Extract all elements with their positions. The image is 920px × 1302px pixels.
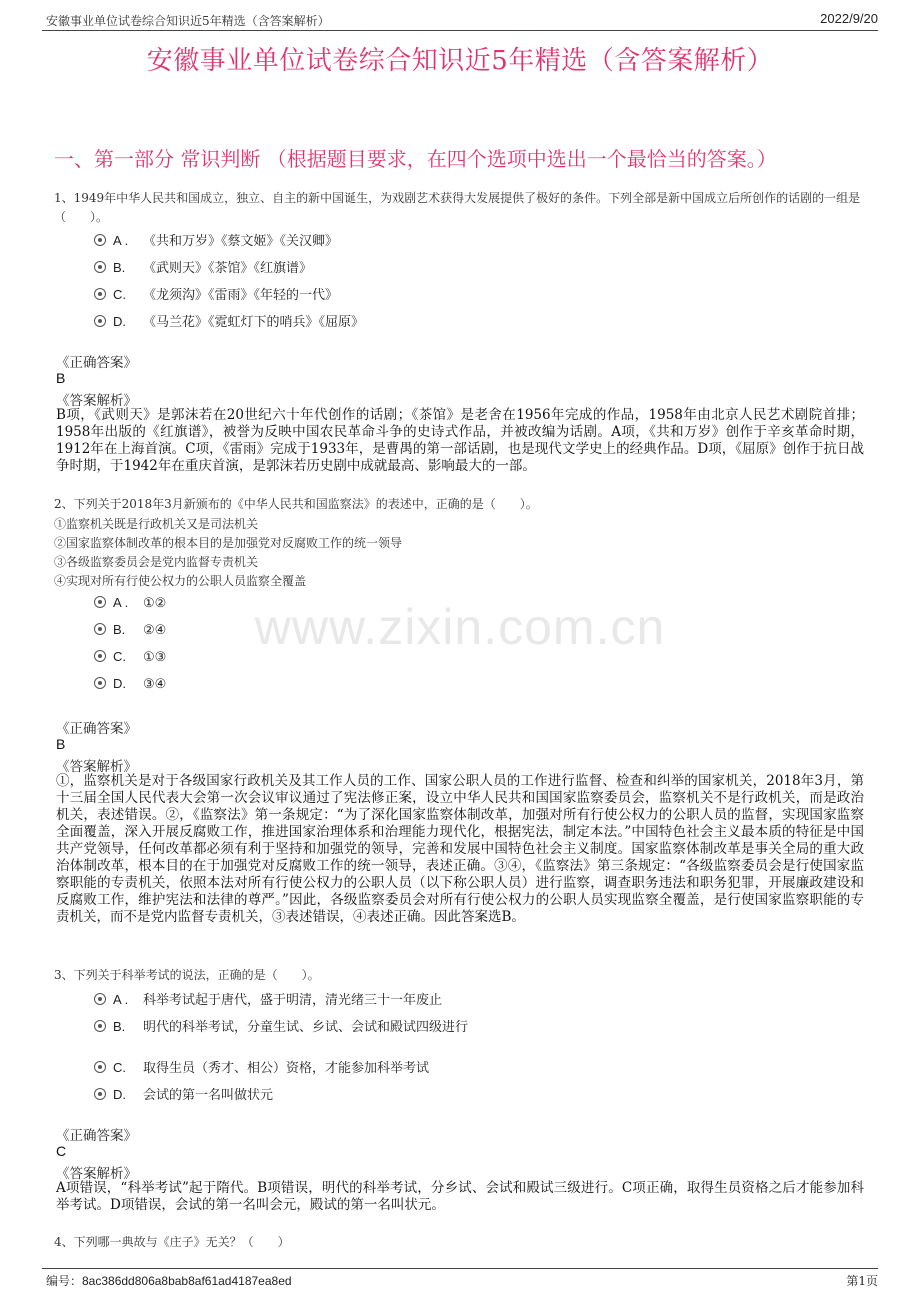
question-1-text: 1、1949年中华人民共和国成立，独立、自主的新中国诞生，为戏剧艺术获得大发展提供了极好的条件。下列全部是新中国成立后所创作的话剧的一组是（ ）。	[54, 191, 861, 224]
question-1-option-d[interactable]: D. 《马兰花》《霓虹灯下的哨兵》《屈原》	[94, 311, 364, 329]
question-3-text: 3、下列关于科举考试的说法，正确的是（ ）。	[54, 968, 320, 982]
section-title: 一、第一部分 常识判断 （根据题目要求，在四个选项中选出一个最恰当的答案。）	[54, 147, 777, 171]
question-2-answer: B	[56, 736, 66, 752]
question-3-correct-answer-label: 《正确答案》	[56, 1128, 137, 1144]
question-3-analysis-label: 《答案解析》	[56, 1166, 137, 1182]
question-1-option-b[interactable]: B. 《武则天》《茶馆》《红旗谱》	[94, 257, 312, 275]
footer-divider	[42, 1268, 878, 1269]
radio-icon[interactable]	[94, 288, 106, 300]
radio-icon[interactable]	[94, 1020, 106, 1032]
question-2-analysis-label: 《答案解析》	[56, 759, 137, 775]
question-2-option-a[interactable]: A . ①②	[94, 595, 166, 613]
question-1-analysis-label: 《答案解析》	[56, 393, 137, 409]
question-1-option-a[interactable]: A . 《共和万岁》《蔡文姬》《关汉卿》	[94, 230, 338, 248]
question-2-option-c[interactable]: C. ①③	[94, 649, 166, 667]
radio-icon[interactable]	[94, 596, 106, 608]
question-2-correct-answer-label: 《正确答案》	[56, 721, 137, 737]
question-1-explanation: B项，《武则天》是郭沫若在20世纪六十年代创作的话剧；《茶馆》是老舍在1956年完成的作品，1958年由北京人民艺术剧院首排；1958年出版的《红旗谱》，被誉为反映中国农民革命斗争的史诗式作品，并被改编为话剧。A项，《共和万岁》创作于辛亥革命时期，1912年在上海首演。C项，《雷雨》完成于1933年，是曹禺的第一部话剧，也是现代文学史上的经典作品。D项，《屈原》创作于抗日战争时期，于1942年在重庆首演，是郭沫若历史剧中成就最高、影响最大的一部。	[56, 407, 864, 474]
watermark: www.zixin.com.cn	[254, 599, 666, 655]
page-header	[0, 0, 920, 30]
question-2-statement: ③各级监察委员会是党内监督专责机关	[54, 555, 259, 569]
question-3-option-c[interactable]: C. 取得生员（秀才、相公）资格，才能参加科举考试	[94, 1057, 429, 1075]
question-2-explanation: ①，监察机关是对于各级国家行政机关及其工作人员的工作、国家公职人员的工作进行监督、检查和纠举的国家机关，2018年3月，第十三届全国人民代表大会第一次会议审议通过了宪法修正案，设立中华人民共和国国家监察委员会，监察机关不是行政机关，而是政治机关，表述错误。②，《监察法》第一条规定：“为了深化国家监察体制改革，加强对所有行使公权力的公职人员的监督，实现国家监察全面覆盖，深入开展反腐败工作，推进国家治理体系和治理能力现代化，根据宪法，制定本法。”中国特色社会主义最本质的特征是中国共产党领导，任何改革都必须有利于坚持和加强党的领导，完善和发展中国特色社会主义制度。国家监察体制改革是事关全局的重大政治体制改革，根本目的在于加强党对反腐败工作的统一领导，表述正确。③④，《监察法》第三条规定：“各级监察委员会是行使国家监察职能的专责机关，依照本法对所有行使公权力的公职人员（以下称公职人员）进行监察，调查职务违法和职务犯罪，开展廉政建设和反腐败工作，维护宪法和法律的尊严。”因此，各级监察委员会对所有行使公权力的公职人员实现监察全覆盖，是行使国家监察职能的专责机关，而不是党内监督专责机关，③表述错误，④表述正确。因此答案选B。	[56, 773, 864, 925]
radio-icon[interactable]	[94, 623, 106, 635]
question-2-option-d[interactable]: D. ③④	[94, 676, 166, 694]
header-date: 2022/9/20	[820, 11, 878, 26]
question-3-explanation: A项错误，“科举考试”起于隋代。B项错误，明代的科举考试，分乡试、会试和殿试三级进行。C项正确，取得生员资格之后才能参加科举考试。D项错误，会试的第一名叫会元，殿试的第一名叫状元。	[56, 1180, 864, 1213]
question-3-answer: C	[56, 1143, 67, 1159]
question-1-correct-answer-label: 《正确答案》	[56, 355, 137, 371]
radio-icon[interactable]	[94, 650, 106, 662]
question-2-option-b[interactable]: B. ②④	[94, 622, 166, 640]
question-2-statement: ①监察机关既是行政机关又是司法机关	[54, 517, 259, 531]
radio-icon[interactable]	[94, 1061, 106, 1073]
radio-icon[interactable]	[94, 234, 106, 246]
footer-page-number: 第1页	[846, 1274, 878, 1288]
header-divider	[42, 30, 878, 31]
question-3-option-b[interactable]: B. 明代的科举考试，分童生试、乡试、会试和殿试四级进行	[94, 1016, 468, 1034]
radio-icon[interactable]	[94, 993, 106, 1005]
question-2-statement: ②国家监察体制改革的根本目的是加强党对反腐败工作的统一领导	[54, 536, 403, 550]
radio-icon[interactable]	[94, 261, 106, 273]
question-4-text: 4、下列哪一典故与《庄子》无关？（ ）	[54, 1235, 290, 1249]
question-2-text: 2、下列关于2018年3月新颁布的《中华人民共和国监察法》的表述中，正确的是（ ）。	[54, 497, 538, 511]
document-title: 安徽事业单位试卷综合知识近5年精选（含答案解析）	[146, 46, 774, 76]
radio-icon[interactable]	[94, 677, 106, 689]
radio-icon[interactable]	[94, 1088, 106, 1100]
question-3-option-a[interactable]: A . 科举考试起于唐代，盛于明清，清光绪三十一年废止	[94, 989, 442, 1007]
header-doc-name: 安徽事业单位试卷综合知识近5年精选（含答案解析）	[46, 14, 330, 28]
question-3-option-d[interactable]: D. 会试的第一名叫做状元	[94, 1084, 273, 1102]
question-2-statement: ④实现对所有行使公权力的公职人员监察全覆盖	[54, 574, 307, 588]
footer-code: 编号：8ac386dd806a8bab8af61ad4187ea8ed	[46, 1274, 292, 1288]
question-1-option-c[interactable]: C. 《龙须沟》《雷雨》《年轻的一代》	[94, 284, 338, 302]
radio-icon[interactable]	[94, 315, 106, 327]
question-1-answer: B	[56, 370, 66, 386]
